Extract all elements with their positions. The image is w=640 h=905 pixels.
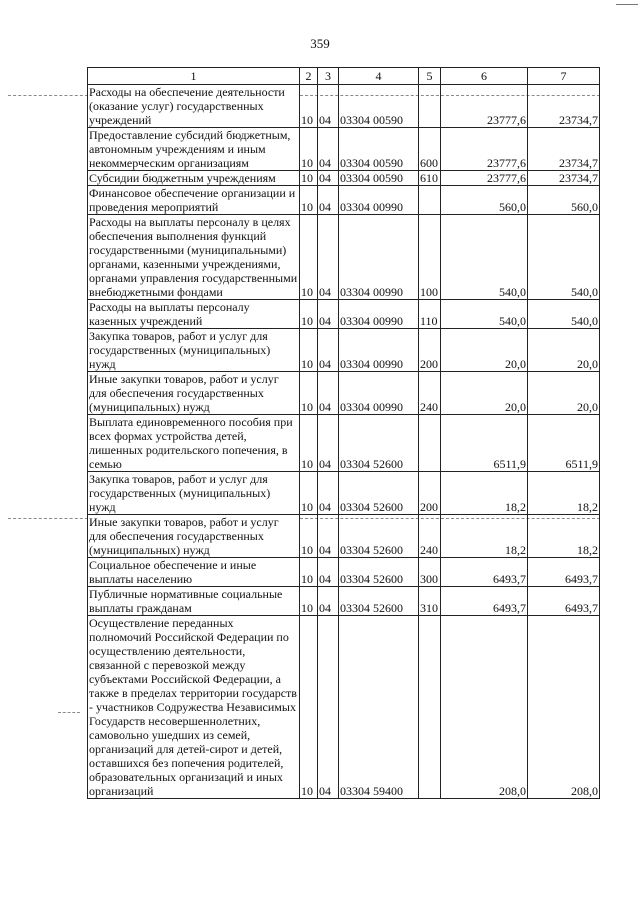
expense-name-cell: Финансовое обеспечение организации и проведения мероприятий — [88, 186, 300, 215]
expense-name-cell: Субсидии бюджетным учреждениям — [88, 171, 300, 186]
subsection-code-cell: 04 — [318, 472, 339, 515]
column-header: 5 — [419, 68, 441, 85]
expense-type-cell — [419, 85, 441, 128]
table-row — [88, 186, 600, 215]
section-code-cell: 10 — [300, 472, 318, 515]
column-header: 6 — [441, 68, 528, 85]
section-code-cell: 10 — [300, 515, 318, 558]
table-row — [88, 415, 600, 472]
section-code-cell: 10 — [300, 85, 318, 128]
amount-cell: 20,0 — [528, 329, 600, 372]
section-code-cell: 10 — [300, 128, 318, 171]
expense-type-cell: 240 — [419, 372, 441, 415]
column-header: 4 — [339, 68, 419, 85]
amount-cell: 6511,9 — [441, 415, 528, 472]
subsection-code-cell: 04 — [318, 171, 339, 186]
amount-cell: 23734,7 — [528, 85, 600, 128]
scan-artifact-line — [8, 95, 88, 96]
subsection-code-cell: 04 — [318, 616, 339, 799]
expense-name-cell: Расходы на выплаты персоналу казенных учреждений — [88, 300, 300, 329]
target-article-cell: 03304 52600 — [339, 587, 419, 616]
amount-cell: 540,0 — [441, 300, 528, 329]
subsection-code-cell: 04 — [318, 587, 339, 616]
expense-name-cell: Иные закупки товаров, работ и услуг для обеспечения государственных (муниципальных) нужд — [88, 372, 300, 415]
table-body — [88, 85, 600, 799]
section-code-cell: 10 — [300, 329, 318, 372]
expense-name-cell: Расходы на выплаты персоналу в целях обеспечения выполнения функций государственными (муниципальными) органами, казенными учреждениями, органами управления государственными внебюджетными фондами — [88, 215, 300, 300]
target-article-cell: 03304 00990 — [339, 215, 419, 300]
subsection-code-cell: 04 — [318, 329, 339, 372]
target-article-cell: 03304 52600 — [339, 472, 419, 515]
subsection-code-cell: 04 — [318, 300, 339, 329]
target-article-cell: 03304 52600 — [339, 515, 419, 558]
table-row — [88, 616, 600, 799]
amount-cell: 20,0 — [528, 372, 600, 415]
table-row — [88, 128, 600, 171]
table-row — [88, 171, 600, 186]
target-article-cell: 03304 00590 — [339, 85, 419, 128]
table-row — [88, 85, 600, 128]
page-number: 359 — [310, 36, 330, 51]
table-row — [88, 472, 600, 515]
amount-cell: 18,2 — [441, 472, 528, 515]
amount-cell: 540,0 — [441, 215, 528, 300]
target-article-cell: 03304 00990 — [339, 186, 419, 215]
table-row — [88, 329, 600, 372]
table-row — [88, 515, 600, 558]
expense-type-cell: 300 — [419, 558, 441, 587]
target-article-cell: 03304 00990 — [339, 300, 419, 329]
scan-artifact-line — [8, 518, 88, 519]
section-code-cell: 10 — [300, 415, 318, 472]
amount-cell: 23777,6 — [441, 85, 528, 128]
section-code-cell: 10 — [300, 587, 318, 616]
expense-name-cell: Выплата единовременного пособия при всех формах устройства детей, лишенных родительского попечения, в семью — [88, 415, 300, 472]
subsection-code-cell: 04 — [318, 372, 339, 415]
expense-type-cell — [419, 616, 441, 799]
target-article-cell: 03304 00590 — [339, 128, 419, 171]
target-article-cell: 03304 00990 — [339, 372, 419, 415]
amount-cell: 20,0 — [441, 372, 528, 415]
expense-name-cell: Социальное обеспечение и иные выплаты населению — [88, 558, 300, 587]
expense-type-cell: 610 — [419, 171, 441, 186]
amount-cell: 6493,7 — [441, 558, 528, 587]
amount-cell: 18,2 — [528, 472, 600, 515]
corner-mark — [616, 4, 638, 5]
table-header-row — [88, 68, 600, 85]
target-article-cell: 03304 52600 — [339, 415, 419, 472]
amount-cell: 560,0 — [441, 186, 528, 215]
column-header: 7 — [528, 68, 600, 85]
budget-table — [87, 67, 600, 799]
table-row — [88, 372, 600, 415]
amount-cell: 6493,7 — [528, 558, 600, 587]
amount-cell: 23734,7 — [528, 128, 600, 171]
subsection-code-cell: 04 — [318, 186, 339, 215]
table-row — [88, 587, 600, 616]
amount-cell: 20,0 — [441, 329, 528, 372]
table-row — [88, 215, 600, 300]
amount-cell: 18,2 — [528, 515, 600, 558]
amount-cell: 18,2 — [441, 515, 528, 558]
target-article-cell: 03304 00590 — [339, 171, 419, 186]
expense-type-cell — [419, 186, 441, 215]
expense-type-cell: 200 — [419, 472, 441, 515]
section-code-cell: 10 — [300, 171, 318, 186]
amount-cell: 6493,7 — [441, 587, 528, 616]
amount-cell: 540,0 — [528, 300, 600, 329]
subsection-code-cell: 04 — [318, 85, 339, 128]
scan-artifact-line — [58, 712, 80, 713]
column-header: 3 — [318, 68, 339, 85]
section-code-cell: 10 — [300, 300, 318, 329]
expense-name-cell: Предоставление субсидий бюджетным, автономным учреждениям и иным некоммерческим организациям — [88, 128, 300, 171]
subsection-code-cell: 04 — [318, 415, 339, 472]
section-code-cell: 10 — [300, 558, 318, 587]
expense-type-cell: 240 — [419, 515, 441, 558]
column-header: 2 — [300, 68, 318, 85]
expense-name-cell: Осуществление переданных полномочий Российской Федерации по осуществлению деятельности, связанной с перевозкой между субъектами Российской Федерации, а также в пределах территории государств - участников Содружества Независимых Государств несовершеннолетних, самовольно ушедших из семей, организаций для детей-сирот и детей, оставшихся без попечения родителей, образовательных организаций и иных организаций — [88, 616, 300, 799]
target-article-cell: 03304 00990 — [339, 329, 419, 372]
expense-type-cell — [419, 415, 441, 472]
column-header: 1 — [88, 68, 300, 85]
subsection-code-cell: 04 — [318, 215, 339, 300]
expense-type-cell: 200 — [419, 329, 441, 372]
expense-name-cell: Иные закупки товаров, работ и услуг для обеспечения государственных (муниципальных) нужд — [88, 515, 300, 558]
amount-cell: 208,0 — [441, 616, 528, 799]
amount-cell: 540,0 — [528, 215, 600, 300]
amount-cell: 208,0 — [528, 616, 600, 799]
target-article-cell: 03304 59400 — [339, 616, 419, 799]
amount-cell: 23777,6 — [441, 128, 528, 171]
amount-cell: 6511,9 — [528, 415, 600, 472]
section-code-cell: 10 — [300, 186, 318, 215]
expense-type-cell: 110 — [419, 300, 441, 329]
expense-type-cell: 600 — [419, 128, 441, 171]
amount-cell: 23777,6 — [441, 171, 528, 186]
subsection-code-cell: 04 — [318, 558, 339, 587]
table-row — [88, 558, 600, 587]
section-code-cell: 10 — [300, 372, 318, 415]
expense-type-cell: 100 — [419, 215, 441, 300]
subsection-code-cell: 04 — [318, 128, 339, 171]
amount-cell: 23734,7 — [528, 171, 600, 186]
expense-name-cell: Закупка товаров, работ и услуг для государственных (муниципальных) нужд — [88, 329, 300, 372]
expense-type-cell: 310 — [419, 587, 441, 616]
expense-name-cell: Публичные нормативные социальные выплаты гражданам — [88, 587, 300, 616]
expense-name-cell: Расходы на обеспечение деятельности (оказание услуг) государственных учреждений — [88, 85, 300, 128]
table-row — [88, 300, 600, 329]
amount-cell: 6493,7 — [528, 587, 600, 616]
target-article-cell: 03304 52600 — [339, 558, 419, 587]
subsection-code-cell: 04 — [318, 515, 339, 558]
expense-name-cell: Закупка товаров, работ и услуг для государственных (муниципальных) нужд — [88, 472, 300, 515]
section-code-cell: 10 — [300, 616, 318, 799]
amount-cell: 560,0 — [528, 186, 600, 215]
section-code-cell: 10 — [300, 215, 318, 300]
